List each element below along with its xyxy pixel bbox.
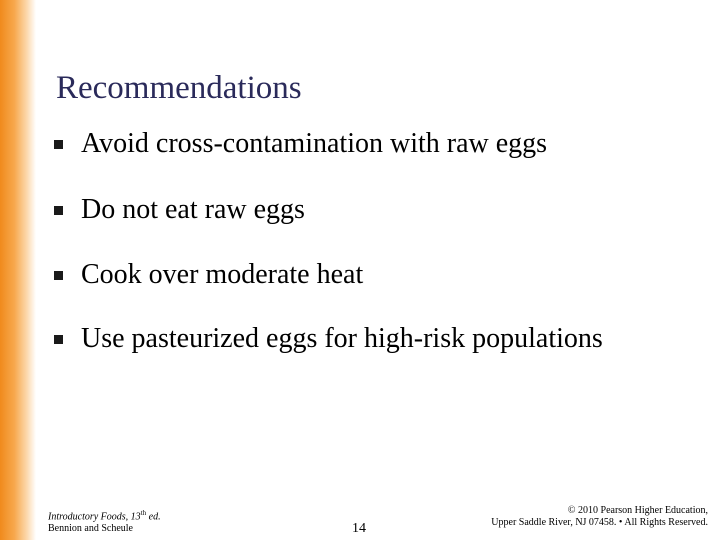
edition-suffix: ed. [146, 511, 161, 523]
bullet-item [54, 128, 547, 160]
bullet-text: Cook over moderate heat [81, 259, 364, 290]
bullet-item [54, 194, 305, 226]
bullet-text: Use pasteurized eggs for high-risk populations [81, 323, 603, 354]
copyright-line-1: © 2010 Pearson Higher Education, [567, 505, 708, 516]
square-bullet-icon [54, 335, 63, 344]
copyright-line-2: Upper Saddle River, NJ 07458. • All Rights Reserved. [491, 517, 708, 528]
square-bullet-icon [54, 206, 63, 215]
footer-copyright [491, 505, 708, 529]
bullet-text: Do not eat raw eggs [81, 194, 305, 225]
edition-superscript: th [140, 509, 147, 517]
slide-title: Recommendations [56, 70, 302, 106]
page-number: 14 [352, 521, 366, 536]
accent-sidebar [0, 0, 36, 540]
authors: Bennion and Scheule [48, 523, 133, 535]
bullet-item [54, 259, 363, 291]
bullet-item [54, 323, 603, 355]
bullet-text: Avoid cross-contamination with raw eggs [81, 128, 548, 159]
square-bullet-icon [54, 140, 63, 149]
book-title: Introductory Foods, 13 [48, 511, 141, 523]
square-bullet-icon [54, 271, 63, 280]
footer-book-credit [48, 507, 161, 535]
